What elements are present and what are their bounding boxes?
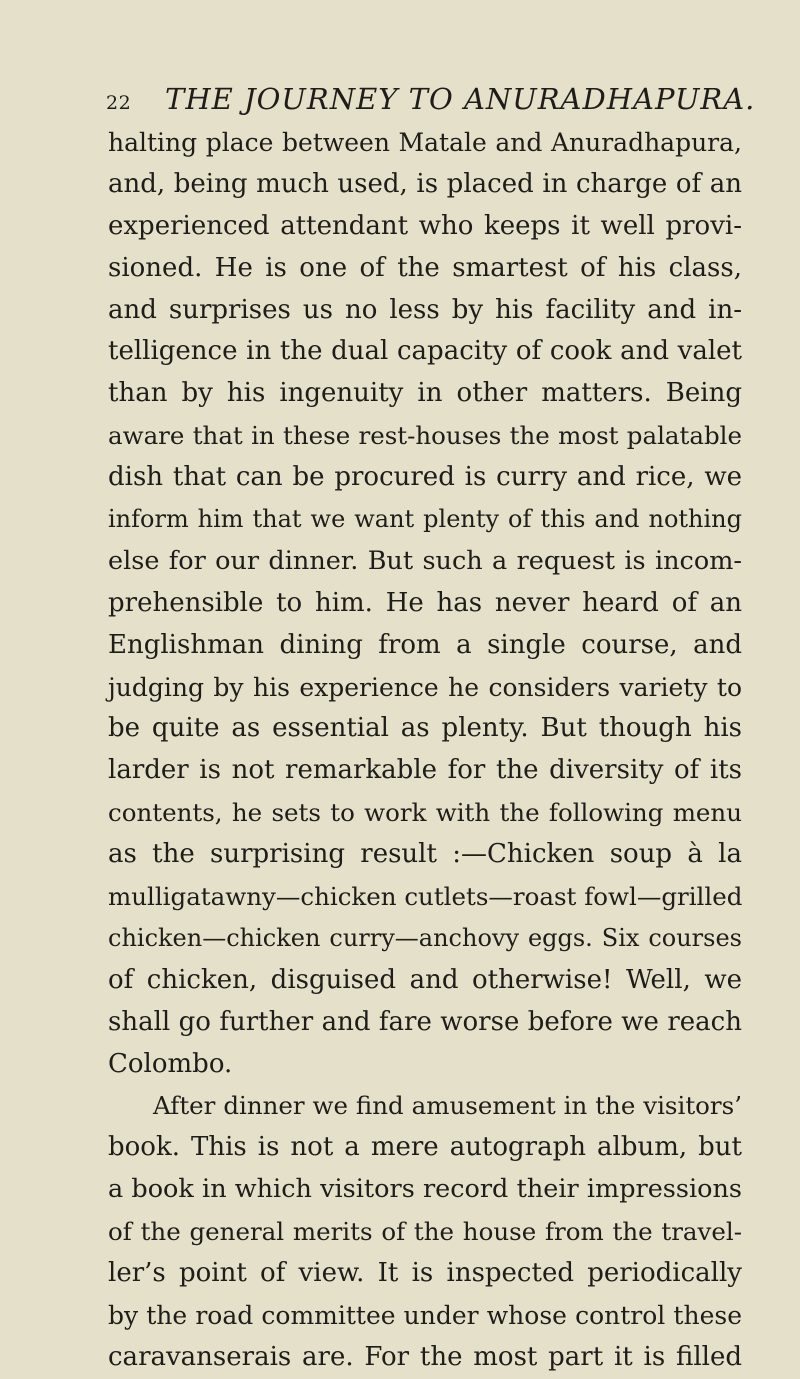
- text-line: than by his ingenuity in other matters. Being: [108, 378, 742, 409]
- text-line: dish that can be procured is curry and rice, we: [108, 462, 742, 493]
- text-line: ler’s point of view. It is inspected periodically: [108, 1258, 742, 1289]
- text-line: experienced attendant who keeps it well provi-: [108, 210, 742, 241]
- page-number: 22: [106, 92, 132, 114]
- body-text: [108, 122, 742, 1379]
- paragraph-end-line: Colombo.: [108, 1048, 233, 1079]
- text-line: judging by his experience he considers variety to: [108, 672, 742, 702]
- text-line: prehensible to him. He has never heard of an: [108, 587, 742, 618]
- text-line: be quite as essential as plenty. But though his: [108, 713, 742, 744]
- text-line: caravanserais are. For the most part it is filled: [108, 1341, 742, 1372]
- text-line: chicken—chicken curry—anchovy eggs. Six courses: [108, 923, 742, 952]
- text-line: a book in which visitors record their impressions: [108, 1174, 742, 1205]
- text-line: and, being much used, is placed in charge of an: [108, 168, 742, 199]
- text-line: of the general merits of the house from the travel-: [108, 1217, 742, 1247]
- text-line: mulligatawny—chicken cutlets—roast fowl—grilled: [108, 882, 743, 912]
- text-line: as the surprising result :—Chicken soup à la: [108, 839, 742, 870]
- text-line: sioned. He is one of the smartest of his class,: [108, 252, 742, 283]
- text-line: larder is not remarkable for the diversity of its: [108, 755, 742, 786]
- text-line: by the road committee under whose control these: [108, 1300, 742, 1330]
- text-line: halting place between Matale and Anuradhapura,: [108, 128, 742, 157]
- text-line: contents, he sets to work with the following menu: [108, 798, 742, 828]
- text-line: book. This is not a mere autograph album, but: [108, 1132, 742, 1163]
- text-line: shall go further and fare worse before we reach: [108, 1006, 742, 1037]
- text-line: inform him that we want plenty of this and nothing: [108, 505, 742, 534]
- page-header: [106, 82, 766, 122]
- text-line: Englishman dining from a single course, and: [108, 629, 742, 660]
- text-line: telligence in the dual capacity of cook and valet: [108, 336, 742, 367]
- running-title: THE JOURNEY TO ANURADHAPURA.: [165, 82, 756, 116]
- text-line: aware that in these rest-houses the most palatable: [108, 421, 742, 451]
- text-line: else for our dinner. But such a request is incom-: [108, 545, 742, 576]
- text-line: and surprises us no less by his facility and in-: [108, 294, 742, 325]
- text-line: of chicken, disguised and otherwise! Well, we: [108, 964, 742, 995]
- paragraph-start-line: After dinner we find amusement in the visitors’: [153, 1091, 742, 1121]
